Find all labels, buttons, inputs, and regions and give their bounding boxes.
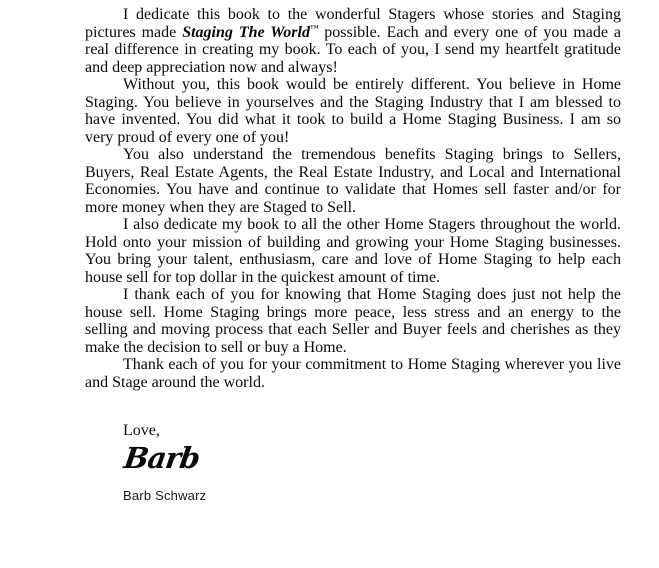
paragraph-dedication-text: I dedicate this book to the wonderful Stagers whose stories and Staging pictures made xyxy=(85,6,621,41)
paragraph-other-stagers: I also dedicate my book to all the other Home Stagers throughout the world. Hold onto your mission of building and growing your Home Staging businesses. You bring your talent, enthusiasm, care and love of Home Staging to help each house sell for top dollar in the quickest amount of time. xyxy=(85,216,621,286)
handwritten-signature: Barb xyxy=(121,440,202,475)
signed-name: Barb Schwarz xyxy=(123,488,207,503)
paragraph-thank-knowing: I thank each of you for knowing that Home Staging does just not help the house sell. Home Staging brings more peace, less stress and an energy to the selling and moving process that each Seller and Buyer feels and cherishes as they make the decision to sell or buy a Home. xyxy=(85,286,621,356)
closing-salutation: Love, xyxy=(123,422,160,439)
book-title: Staging The World xyxy=(182,23,310,41)
paragraph-dedication-text-continued: possible. Each and every one of you made a real difference in creating my book. To each of you, I send my heartfelt gratitude and deep appreciation now and always! xyxy=(85,23,622,76)
paragraph-dedication xyxy=(85,6,621,76)
paragraph-commitment: Thank each of you for your commitment to Home Staging wherever you live and Stage around the world. xyxy=(85,356,621,391)
trademark-symbol: ™ xyxy=(309,22,319,33)
paragraph-without-you: Without you, this book would be entirely different. You believe in Home Staging. You believe in yourselves and the Staging Industry that I am blessed to have invented. You did what it took to build a Home Staging Business. I am so very proud of every one of you! xyxy=(85,76,621,146)
dedication-text-block xyxy=(85,6,621,505)
paragraph-benefits: You also understand the tremendous benefits Staging brings to Sellers, Buyers, Real Estate Agents, the Real Estate Industry, and Local and International Economies. You have and continue to validate that Homes sell faster and/or for more money when they are Staged to Sell. xyxy=(85,146,621,216)
